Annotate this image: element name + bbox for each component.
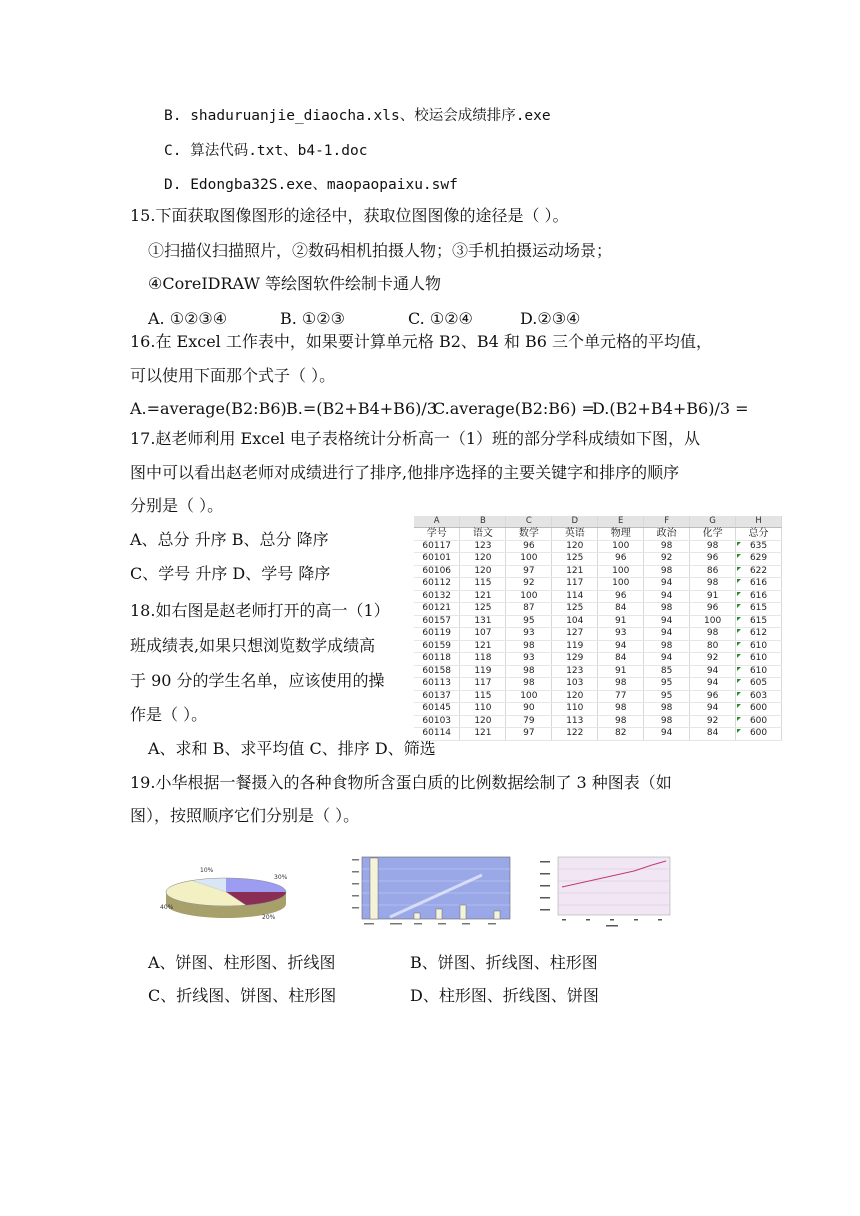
table-cell: 94	[644, 590, 690, 603]
table-cell: 96	[598, 590, 644, 603]
table-cell: 96	[506, 540, 552, 553]
table-cell: 60117	[414, 540, 460, 553]
q15-stem: 15.下面获取图像图形的途径中，获取位图图像的途径是（ ）。	[130, 206, 569, 225]
table-cell: 117	[552, 578, 598, 591]
table-cell: 94	[644, 653, 690, 666]
table-cell: 117	[460, 678, 506, 691]
table-cell: 98	[644, 703, 690, 716]
table-cell: 94	[644, 578, 690, 591]
table-cell: 615	[736, 615, 782, 628]
table-row	[414, 628, 782, 641]
table-cell: 60121	[414, 603, 460, 616]
table-row	[414, 665, 782, 678]
column-bar-1	[370, 858, 378, 919]
table-cell: 125	[460, 603, 506, 616]
table-cell: 615	[736, 603, 782, 616]
table-cell: 98	[644, 603, 690, 616]
q17-options-row1: A、总分 升序 B、总分 降序	[130, 530, 329, 549]
table-cell: 610	[736, 653, 782, 666]
table-cell: 化学	[690, 528, 736, 541]
table-cell: 94	[644, 628, 690, 641]
q15-option-d: D.②③④	[520, 309, 581, 328]
table-header-row	[414, 528, 782, 541]
table-cell: 98	[506, 640, 552, 653]
q19-option-a: A、饼图、柱形图、折线图	[148, 953, 336, 972]
table-cell: 121	[552, 565, 598, 578]
table-cell: 610	[736, 665, 782, 678]
table-cell: 100	[690, 615, 736, 628]
table-cell: 77	[598, 690, 644, 703]
table-cell: 622	[736, 565, 782, 578]
table-cell: F	[644, 516, 690, 528]
table-row	[414, 690, 782, 703]
table-cell: 131	[460, 615, 506, 628]
table-cell: 94	[690, 665, 736, 678]
table-cell: 93	[506, 653, 552, 666]
q16-stem-2: 可以使用下面那个式子（ ）。	[130, 366, 336, 385]
table-cell: 60159	[414, 640, 460, 653]
table-cell: 95	[644, 678, 690, 691]
table-cell: 635	[736, 540, 782, 553]
table-cell: 94	[690, 678, 736, 691]
table-cell: 610	[736, 640, 782, 653]
table-cell: 87	[506, 603, 552, 616]
table-cell: 121	[460, 590, 506, 603]
table-cell: 121	[460, 640, 506, 653]
table-cell: 129	[552, 653, 598, 666]
table-cell: 60101	[414, 553, 460, 566]
table-row	[414, 653, 782, 666]
pie-label-20: 20%	[262, 914, 276, 921]
table-cell: 91	[598, 665, 644, 678]
table-cell: 60103	[414, 715, 460, 728]
table-cell: 605	[736, 678, 782, 691]
table-cell: 600	[736, 703, 782, 716]
table-row	[414, 728, 782, 741]
table-cell: 115	[460, 690, 506, 703]
table-cell: 60114	[414, 728, 460, 741]
table-cell: 125	[552, 553, 598, 566]
table-cell: 84	[598, 653, 644, 666]
column-bar-2	[414, 913, 420, 919]
table-cell: 603	[736, 690, 782, 703]
table-row	[414, 715, 782, 728]
table-cell: 94	[644, 728, 690, 741]
table-cell: 120	[460, 565, 506, 578]
table-cell: 121	[460, 728, 506, 741]
table-cell: 91	[690, 590, 736, 603]
table-cell: 96	[690, 553, 736, 566]
table-cell: 100	[598, 540, 644, 553]
grade-spreadsheet	[414, 516, 782, 739]
table-cell: 92	[690, 715, 736, 728]
q15-line1: ①扫描仪扫描照片，②数码相机拍摄人物；③手机拍摄运动场景；	[148, 241, 613, 260]
table-cell: 110	[552, 703, 598, 716]
table-cell: 60157	[414, 615, 460, 628]
table-cell: E	[598, 516, 644, 528]
table-cell: 92	[644, 553, 690, 566]
table-cell: 98	[644, 540, 690, 553]
table-cell: 60158	[414, 665, 460, 678]
q14-option-b: B. shaduruanjie_diaocha.xls、校运会成绩排序.exe	[164, 108, 551, 124]
table-cell: 100	[598, 578, 644, 591]
table-cell: 96	[690, 690, 736, 703]
q15-option-c: C. ①②④	[408, 309, 473, 328]
table-cell: 97	[506, 565, 552, 578]
table-cell: 600	[736, 728, 782, 741]
table-cell: 98	[644, 715, 690, 728]
pie-label-10: 10%	[200, 867, 214, 874]
table-cell: 98	[598, 703, 644, 716]
q17-stem-1: 17.赵老师利用 Excel 电子表格统计分析高一（1）班的部分学科成绩如下图，从	[130, 429, 701, 448]
q18-line-3: 于 90 分的学生名单，应该使用的操	[130, 671, 385, 690]
table-cell: 100	[598, 565, 644, 578]
table-cell: 122	[552, 728, 598, 741]
table-cell: 92	[506, 578, 552, 591]
table-cell: 113	[552, 715, 598, 728]
table-cell: 125	[552, 603, 598, 616]
table-cell: G	[690, 516, 736, 528]
table-cell: 80	[690, 640, 736, 653]
table-cell: 110	[460, 703, 506, 716]
table-cell: B	[460, 516, 506, 528]
q14-option-d: D. Edongba32S.exe、maopaopaixu.swf	[164, 177, 458, 193]
q19-option-b: B、饼图、折线图、柱形图	[410, 953, 598, 972]
table-cell: 120	[552, 690, 598, 703]
table-cell: 120	[460, 553, 506, 566]
table-row	[414, 540, 782, 553]
table-cell: 119	[460, 665, 506, 678]
table-cell: 98	[690, 540, 736, 553]
q16-stem-1: 16.在 Excel 工作表中，如果要计算单元格 B2、B4 和 B6 三个单元格的平均值，	[130, 332, 713, 351]
table-cell: 90	[506, 703, 552, 716]
table-row	[414, 565, 782, 578]
table-cell: 97	[506, 728, 552, 741]
q18-line-2: 班成绩表,如果只想浏览数学成绩高	[130, 636, 376, 655]
table-cell: 98	[690, 578, 736, 591]
column-chart-svg	[350, 855, 512, 931]
table-cell: 127	[552, 628, 598, 641]
table-cell: 84	[690, 728, 736, 741]
table-cell: 119	[552, 640, 598, 653]
column-letters-row	[414, 516, 782, 528]
table-cell: 120	[552, 540, 598, 553]
table-cell: 60112	[414, 578, 460, 591]
table-cell: 93	[598, 628, 644, 641]
table-cell: 60113	[414, 678, 460, 691]
table-row	[414, 553, 782, 566]
line-plot-area	[558, 857, 670, 915]
table-cell: 104	[552, 615, 598, 628]
table-cell: 94	[644, 615, 690, 628]
table-cell: D	[552, 516, 598, 528]
table-cell: 98	[690, 628, 736, 641]
table-cell: 学号	[414, 528, 460, 541]
table-row	[414, 590, 782, 603]
q16-option-a: A.=average(B2:B6)	[130, 399, 287, 418]
table-cell: 语文	[460, 528, 506, 541]
table-row	[414, 640, 782, 653]
table-cell: 98	[598, 678, 644, 691]
table-cell: 123	[460, 540, 506, 553]
q19-option-d: D、柱形图、折线图、饼图	[410, 986, 599, 1005]
table-cell: 60137	[414, 690, 460, 703]
table-cell: 79	[506, 715, 552, 728]
table-cell: 629	[736, 553, 782, 566]
table-cell: 612	[736, 628, 782, 641]
table-cell: H	[736, 516, 782, 528]
q18-line-4: 作是（ ）。	[130, 705, 208, 724]
table-cell: C	[506, 516, 552, 528]
table-cell: 96	[690, 603, 736, 616]
table-cell: 98	[506, 678, 552, 691]
table-cell: 118	[460, 653, 506, 666]
table-cell: 91	[598, 615, 644, 628]
table-cell: 英语	[552, 528, 598, 541]
column-bar-4	[460, 905, 466, 919]
table-cell: 93	[506, 628, 552, 641]
table-row	[414, 615, 782, 628]
line-chart	[536, 855, 672, 931]
table-cell: 107	[460, 628, 506, 641]
column-chart	[350, 855, 512, 931]
table-cell: 123	[552, 665, 598, 678]
table-cell: 94	[690, 703, 736, 716]
table-cell: 95	[506, 615, 552, 628]
table-row	[414, 603, 782, 616]
q16-option-c: C.average(B2:B6) =	[433, 399, 595, 418]
q17-stem-3: 分别是（ ）。	[130, 496, 224, 515]
q16-option-b: B.=(B2+B4+B6)/3	[286, 399, 437, 418]
table-row	[414, 703, 782, 716]
table-cell: 100	[506, 590, 552, 603]
table-cell: 60145	[414, 703, 460, 716]
table-cell: 数学	[506, 528, 552, 541]
table-cell: 86	[690, 565, 736, 578]
table-cell: 100	[506, 690, 552, 703]
line-chart-svg	[536, 855, 672, 931]
table-cell: 98	[644, 565, 690, 578]
table-cell: 60106	[414, 565, 460, 578]
table-cell: 95	[644, 690, 690, 703]
table-cell: 115	[460, 578, 506, 591]
table-cell: 82	[598, 728, 644, 741]
table-cell: A	[414, 516, 460, 528]
q14-option-c: C. 算法代码.txt、b4-1.doc	[164, 143, 368, 159]
table-cell: 60132	[414, 590, 460, 603]
column-bar-5	[494, 911, 500, 919]
table-cell: 物理	[598, 528, 644, 541]
q16-option-d: D.(B2+B4+B6)/3 =	[592, 399, 749, 418]
pie-chart	[156, 862, 296, 926]
table-cell: 616	[736, 590, 782, 603]
table-cell: 85	[644, 665, 690, 678]
q15-option-a: A. ①②③④	[148, 309, 228, 328]
table-cell: 94	[598, 640, 644, 653]
table-cell: 92	[690, 653, 736, 666]
table-cell: 政治	[644, 528, 690, 541]
table-row	[414, 678, 782, 691]
table-cell: 98	[644, 640, 690, 653]
q17-stem-2: 图中可以看出赵老师对成绩进行了排序,他排序选择的主要关键字和排序的顺序	[130, 463, 680, 482]
q15-line2: ④CoreIDRAW 等绘图软件绘制卡通人物	[148, 274, 441, 293]
table-cell: 616	[736, 578, 782, 591]
q19-option-c: C、折线图、饼图、柱形图	[148, 986, 337, 1005]
q18-options: A、求和 B、求平均值 C、排序 D、筛选	[148, 739, 436, 758]
q18-line-1: 18.如右图是赵老师打开的高一（1）	[130, 601, 390, 620]
table-cell: 总分	[736, 528, 782, 541]
table-cell: 84	[598, 603, 644, 616]
q19-stem-2: 图），按照顺序它们分别是（ ）。	[130, 806, 360, 825]
table-cell: 98	[506, 665, 552, 678]
column-bar-3	[436, 909, 442, 919]
q17-options-row2: C、学号 升序 D、学号 降序	[130, 564, 331, 583]
table-cell: 60118	[414, 653, 460, 666]
table-cell: 100	[506, 553, 552, 566]
table-cell: 98	[598, 715, 644, 728]
table-cell: 103	[552, 678, 598, 691]
table-row	[414, 578, 782, 591]
pie-label-40: 40%	[160, 904, 174, 911]
table-cell: 600	[736, 715, 782, 728]
table-cell: 114	[552, 590, 598, 603]
table-cell: 60119	[414, 628, 460, 641]
q15-option-b: B. ①②③	[280, 309, 345, 328]
pie-label-30: 30%	[274, 874, 288, 881]
table-cell: 96	[598, 553, 644, 566]
q19-stem-1: 19.小华根据一餐摄入的各种食物所含蛋白质的比例数据绘制了 3 种图表（如	[130, 773, 672, 792]
table-cell: 120	[460, 715, 506, 728]
